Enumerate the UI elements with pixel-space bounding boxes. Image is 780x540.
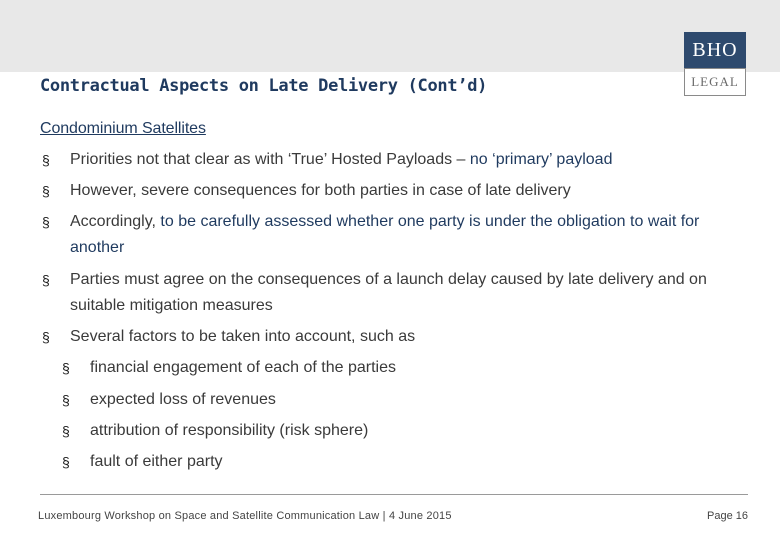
section-heading: Condominium Satellites <box>40 120 206 137</box>
footer-divider <box>40 494 748 495</box>
bullet-marker-icon: § <box>42 329 50 345</box>
bullet-marker-icon: § <box>42 272 50 288</box>
bullet-item <box>42 147 754 173</box>
sub-bullet-text: attribution of responsibility (risk sphere) <box>90 422 369 439</box>
bullet-highlight-text: to be carefully assessed whether one party is under the obligation to wait for another <box>70 213 700 256</box>
bullet-text: Several factors to be taken into account, such as <box>70 328 416 345</box>
bullet-text <box>42 147 754 173</box>
bullet-marker-icon: § <box>62 423 70 439</box>
sub-bullet-item <box>62 387 752 413</box>
footer-event-info: Luxembourg Workshop on Space and Satellite Communication Law | 4 June 2015 <box>38 510 452 522</box>
bullet-text <box>42 209 754 261</box>
sub-bullet-text: fault of either party <box>90 453 223 470</box>
bullet-plain-text: Priorities not that clear as with ‘True’ Hosted Payloads – <box>70 151 470 168</box>
bullet-plain-text: Accordingly, <box>70 213 161 230</box>
sub-bullet-item <box>62 449 752 475</box>
logo-mark-top: BHO <box>684 32 746 68</box>
sub-bullet-text: financial engagement of each of the parties <box>90 359 396 376</box>
bullet-marker-icon: § <box>42 183 50 199</box>
bullet-marker-icon: § <box>62 360 70 376</box>
sub-bullet-item <box>62 418 752 444</box>
bullet-marker-icon: § <box>42 152 50 168</box>
bho-legal-logo <box>684 32 746 96</box>
logo-mark-bottom: LEGAL <box>684 68 746 96</box>
bullet-highlight-text: no ‘primary’ payload <box>469 151 613 168</box>
bullet-marker-icon: § <box>62 392 70 408</box>
bullet-text: However, severe consequences for both parties in case of late delivery <box>70 182 571 199</box>
header-band <box>0 0 780 72</box>
bullet-item <box>42 324 754 350</box>
slide-title: Contractual Aspects on Late Delivery (Cont’d) <box>40 76 488 96</box>
bullet-item <box>42 209 754 261</box>
bullet-item <box>42 178 754 204</box>
bullet-marker-icon: § <box>62 454 70 470</box>
bullet-text: Parties must agree on the consequences of a launch delay caused by late delivery and on suitable mitigation measures <box>70 271 707 314</box>
sub-bullet-item <box>62 355 752 381</box>
bullet-marker-icon: § <box>42 214 50 230</box>
bullet-item <box>42 267 754 319</box>
page-number: Page 16 <box>707 510 748 522</box>
sub-bullet-text: expected loss of revenues <box>90 391 276 408</box>
